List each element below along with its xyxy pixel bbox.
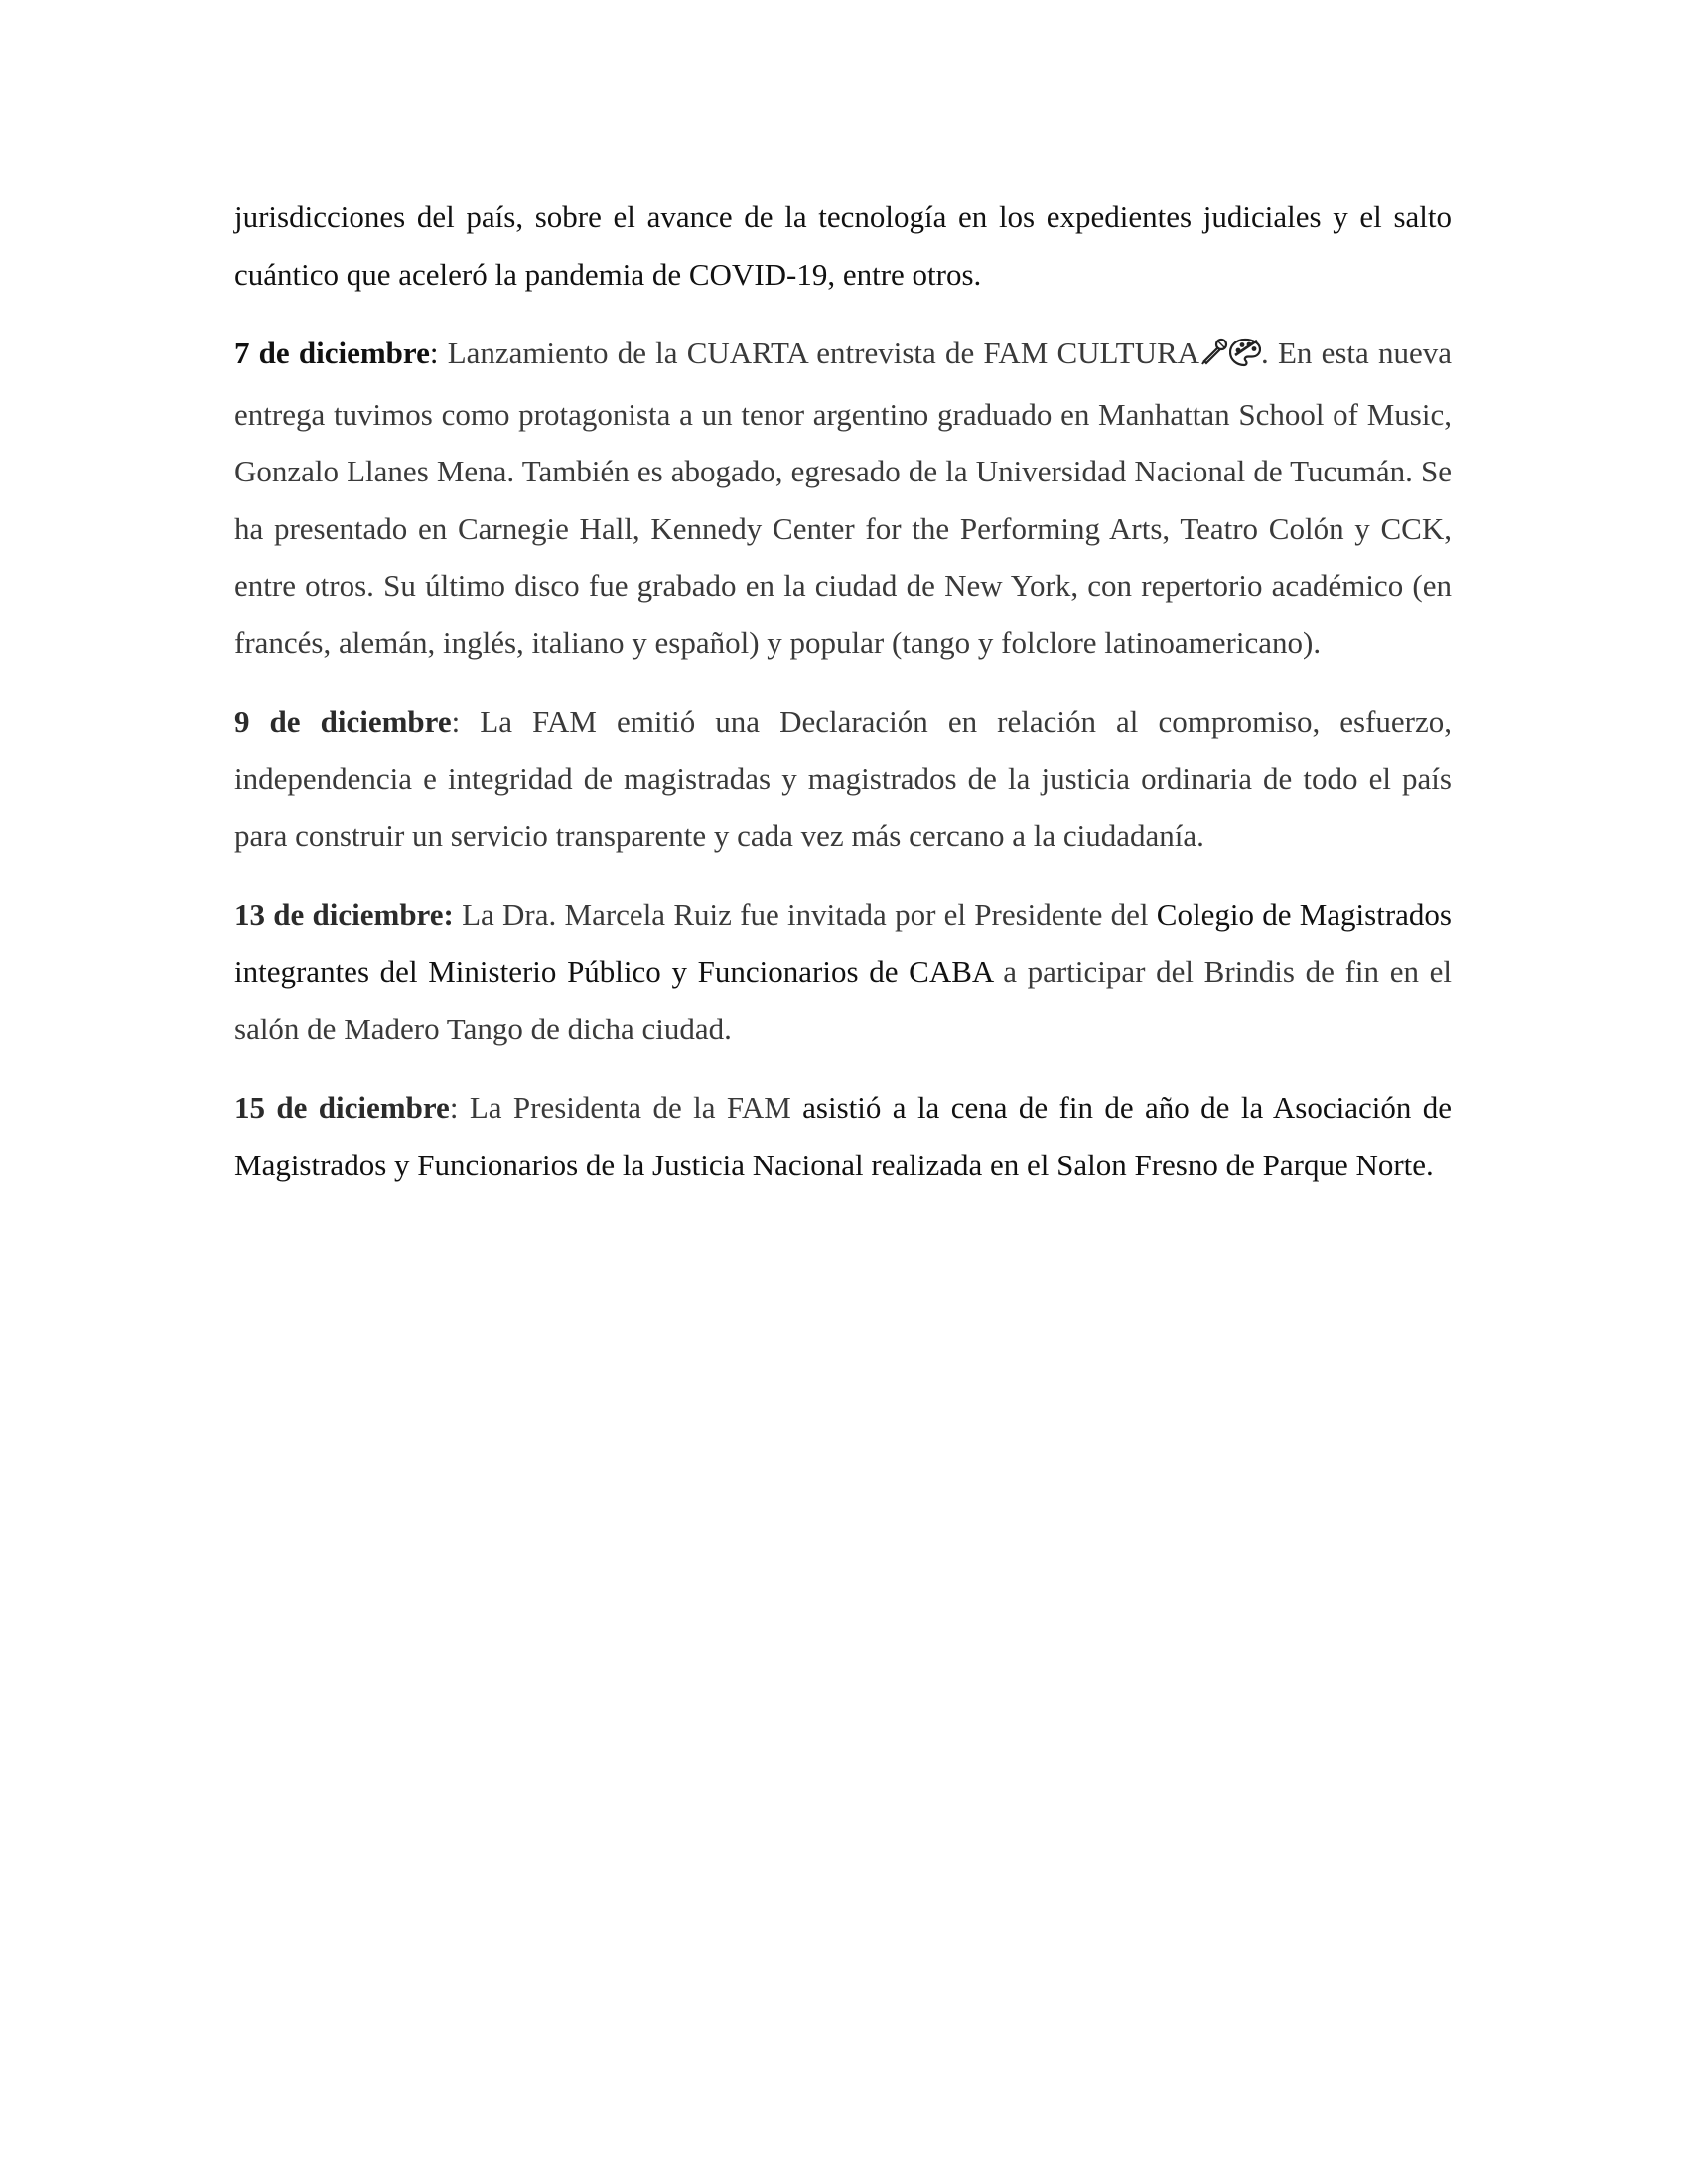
date-label: 13 de diciembre: <box>234 896 454 932</box>
date-separator: : <box>449 1090 459 1125</box>
paragraph-text: La FAM emitió una Declaración en relación al compromiso, esfuerzo, independencia e integridad de magistradas y magistrados de la justicia ordinaria de todo el país para construir un servicio transparente y cada vez más cercano a la ciudadanía. <box>234 704 1452 853</box>
paragraph-text: asistió a la cena de fin de año de la Asociación de Magistrados y Funcionarios de la Justicia Nacional realizada en el Salon Fresno de Parque Norte. <box>234 1090 1453 1182</box>
paragraph-text: a participar del Brindis de fin en el salón de Madero Tango de dicha ciudad. <box>234 954 1452 1046</box>
paragraph-continuation <box>234 189 1452 303</box>
paragraph-dec-7 <box>234 325 1452 671</box>
document-body <box>234 189 1452 1215</box>
paragraph-text: La Dra. Marcela Ruiz fue invitada por el Presidente del <box>453 896 1157 932</box>
paragraph-dec-13 <box>234 887 1452 1058</box>
date-separator: : <box>451 704 461 739</box>
paragraph-dec-9 <box>234 693 1452 865</box>
date-label: 9 de diciembre <box>234 704 452 739</box>
paragraph-text: La Presidenta de la FAM <box>458 1090 803 1125</box>
paragraph-text: . En esta nueva entrega tuvimos como protagonista a un tenor argentino graduado en Manhattan School of Music, Gonzalo Llanes Mena. También es abogado, egresado de la Universidad Nacional de Tucumán. Se ha presentado en Carnegie Hall, Kennedy Center for the Performing Arts, Teatro Colón y CCK, entre otros. Su último disco fue grabado en la ciudad de New York, con repertorio académico (en francés, alemán, inglés, italiano y español) y popular (tango y folclore latinoamericano). <box>234 336 1452 660</box>
microphone-icon <box>1199 338 1229 367</box>
date-label: 15 de diciembre <box>234 1090 450 1125</box>
paragraph-dec-15 <box>234 1079 1452 1193</box>
paragraph-text: Lanzamiento de la CUARTA entrevista de FAM CULTURA <box>438 336 1200 370</box>
date-label: 7 de diciembre <box>234 336 430 370</box>
date-separator: : <box>429 336 439 370</box>
paragraph-text: jurisdicciones del país, sobre el avance de la tecnología en los expedientes judiciales y el salto cuántico que aceleró la pandemia de COVID-19, entre otros. <box>234 200 1452 292</box>
palette-icon <box>1229 338 1261 367</box>
emoji-group <box>1199 329 1261 386</box>
organization-name: Colegio de Magistrados integrantes del Ministerio Público y Funcionarios de CABA <box>234 896 1452 989</box>
